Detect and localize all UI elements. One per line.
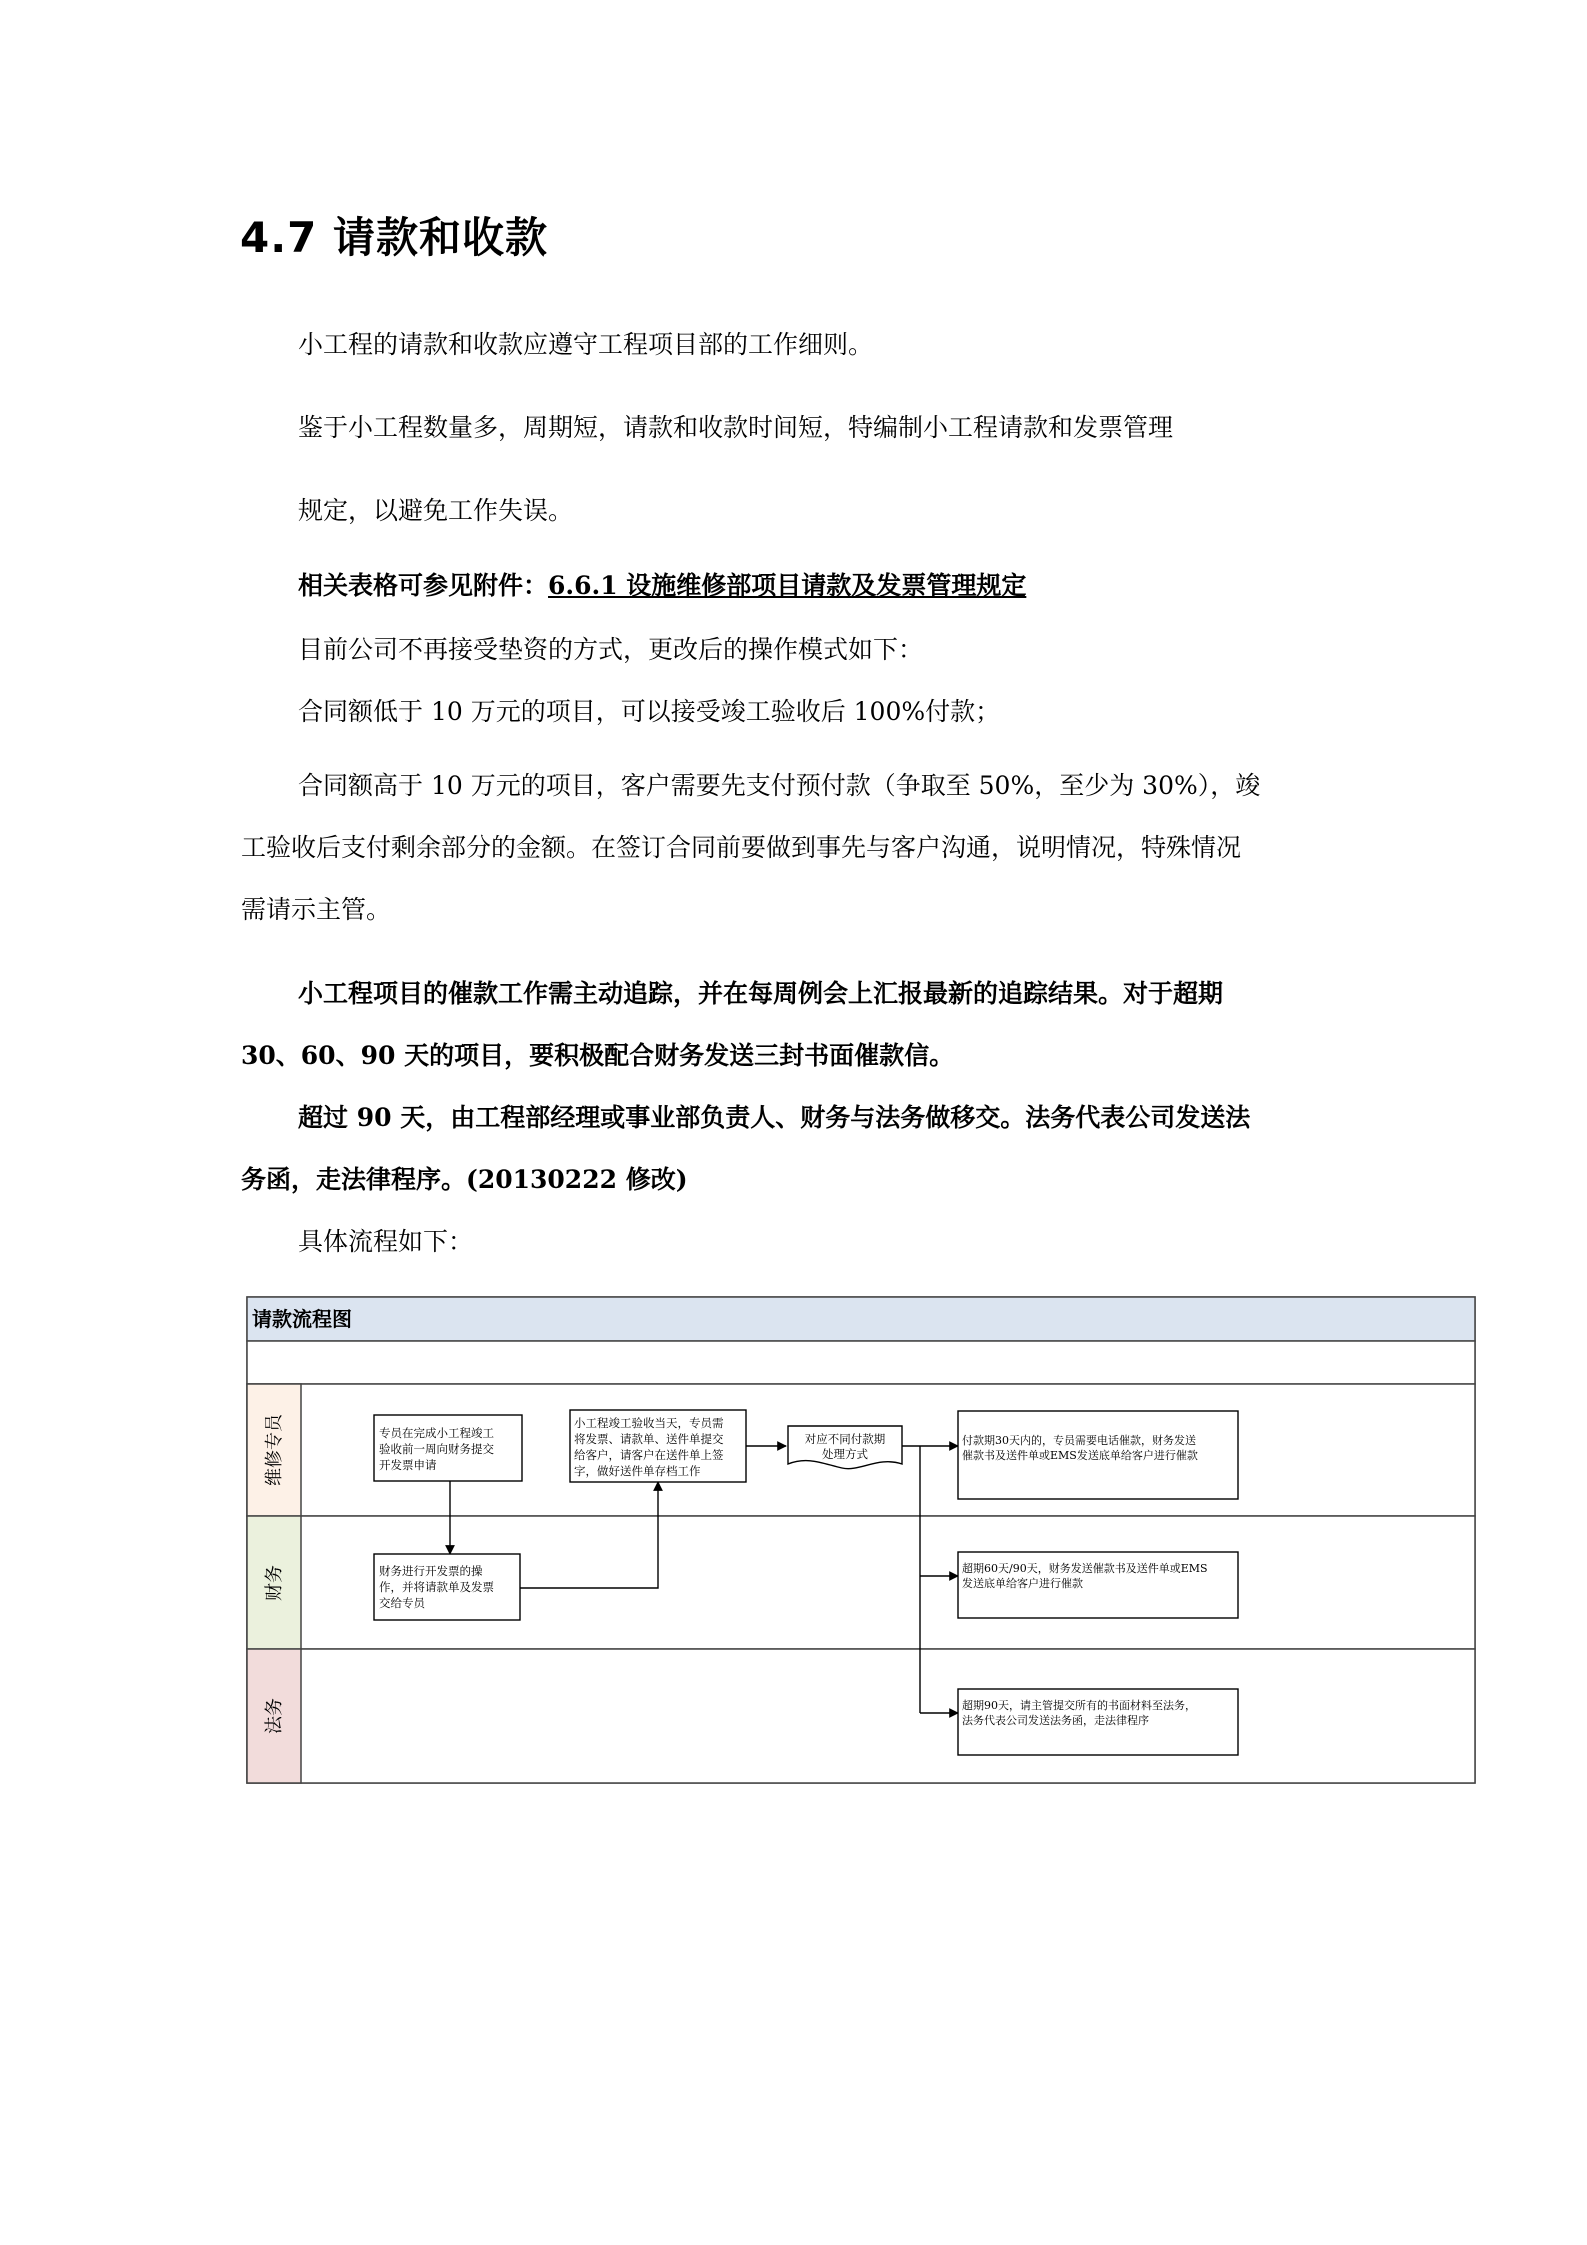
- lane-legal: [247, 1649, 1475, 1783]
- svg-text:开发票申请: 开发票申请: [379, 1458, 437, 1472]
- svg-text:发送底单给客户进行催款: 发送底单给客户进行催款: [962, 1577, 1083, 1590]
- lane-label-finance: 财务: [264, 1565, 285, 1601]
- svg-text:专员在完成小工程竣工: 专员在完成小工程竣工: [379, 1426, 494, 1440]
- svg-text:交给专员: 交给专员: [379, 1596, 425, 1610]
- svg-text:处理方式: 处理方式: [822, 1447, 868, 1461]
- flow-box-finance-invoice: [374, 1554, 520, 1620]
- reference-prefix: 相关表格可参见附件：: [298, 571, 549, 600]
- paragraph-above-100k-line3: 需请示主管。: [241, 895, 392, 924]
- section-heading: 4.7 请款和收款: [240, 213, 549, 262]
- flow-box-overdue-60-90: [958, 1552, 1238, 1618]
- paragraph-above-100k-line1: 合同额高于 10 万元的项目，客户需要先支付预付款（争取至 50%，至少为 30%），竣: [298, 771, 1261, 800]
- svg-text:作，并将请款单及发票: 作，并将请款单及发票: [379, 1580, 494, 1594]
- paragraph-collection-line2: 30、60、90 天的项目，要积极配合财务发送三封书面催款信。: [241, 1041, 955, 1070]
- paragraph-mode: 目前公司不再接受垫资的方式，更改后的操作模式如下：: [298, 635, 924, 664]
- svg-text:付款期30天内的，专员需要电话催款，财务发送: 付款期30天内的，专员需要电话催款，财务发送: [962, 1434, 1196, 1447]
- flow-box-overdue-90-legal: [958, 1689, 1238, 1755]
- svg-text:验收前一周向财务提交: 验收前一周向财务提交: [379, 1442, 494, 1456]
- flowchart-header: [247, 1297, 1475, 1341]
- svg-text:超期90天，请主管提交所有的书面材料至法务，: 超期90天，请主管提交所有的书面材料至法务，: [962, 1699, 1196, 1712]
- svg-text:给客户，请客户在送件单上签: 给客户，请客户在送件单上签: [574, 1448, 724, 1462]
- flow-box-invoice-request: [374, 1415, 522, 1481]
- flowchart-blank-row: [247, 1341, 1475, 1384]
- paragraph-intro: 小工程的请款和收款应遵守工程项目部的工作细则。: [298, 330, 874, 359]
- paragraph-flow-intro: 具体流程如下：: [298, 1227, 474, 1256]
- svg-text:小工程竣工验收当天，专员需: 小工程竣工验收当天，专员需: [574, 1416, 724, 1430]
- svg-text:催款书及送件单或EMS发送底单给客户进行催款: 催款书及送件单或EMS发送底单给客户进行催款: [962, 1449, 1198, 1462]
- paragraph-below-100k: 合同额低于 10 万元的项目，可以接受竣工验收后 100%付款；: [298, 697, 1001, 726]
- svg-text:财务进行开发票的操: 财务进行开发票的操: [379, 1564, 483, 1578]
- lane-label-maintenance: 维修专员: [264, 1414, 285, 1486]
- paragraph-purpose-line2: 规定，以避免工作失误。: [298, 496, 574, 525]
- svg-text:字，做好送件单存档工作: 字，做好送件单存档工作: [574, 1464, 701, 1478]
- lane-label-legal: 法务: [264, 1698, 285, 1734]
- flow-box-within-30-days: [958, 1411, 1238, 1499]
- svg-text:超期60天/90天，财务发送催款书及送件单或EMS: 超期60天/90天，财务发送催款书及送件单或EMS: [962, 1562, 1208, 1575]
- flowchart-title: 请款流程图: [252, 1307, 352, 1331]
- paragraph-purpose-line1: 鉴于小工程数量多，周期短，请款和收款时间短，特编制小工程请款和发票管理: [298, 413, 1174, 442]
- flow-box-acceptance-day: [570, 1410, 746, 1482]
- reference-line: [298, 566, 1026, 602]
- svg-text:法务代表公司发送法务函，走法律程序: 法务代表公司发送法务函，走法律程序: [962, 1714, 1149, 1727]
- svg-text:将发票、请款单、送件单提交: 将发票、请款单、送件单提交: [574, 1432, 724, 1446]
- paragraph-legal-line2: 务函，走法律程序。(20130222 修改): [241, 1165, 688, 1194]
- paragraph-legal-line1: 超过 90 天，由工程部经理或事业部负责人、财务与法务做移交。法务代表公司发送法: [298, 1103, 1251, 1132]
- reference-link[interactable]: 6.6.1 设施维修部项目请款及发票管理规定: [548, 571, 1027, 600]
- paragraph-above-100k-line2: 工验收后支付剩余部分的金额。在签订合同前要做到事先与客户沟通，说明情况，特殊情况: [241, 833, 1242, 862]
- payment-flowchart: [246, 1296, 1476, 1784]
- paragraph-collection-line1: 小工程项目的催款工作需主动追踪，并在每周例会上汇报最新的追踪结果。对于超期: [298, 979, 1224, 1008]
- svg-text:对应不同付款期: 对应不同付款期: [804, 1432, 886, 1446]
